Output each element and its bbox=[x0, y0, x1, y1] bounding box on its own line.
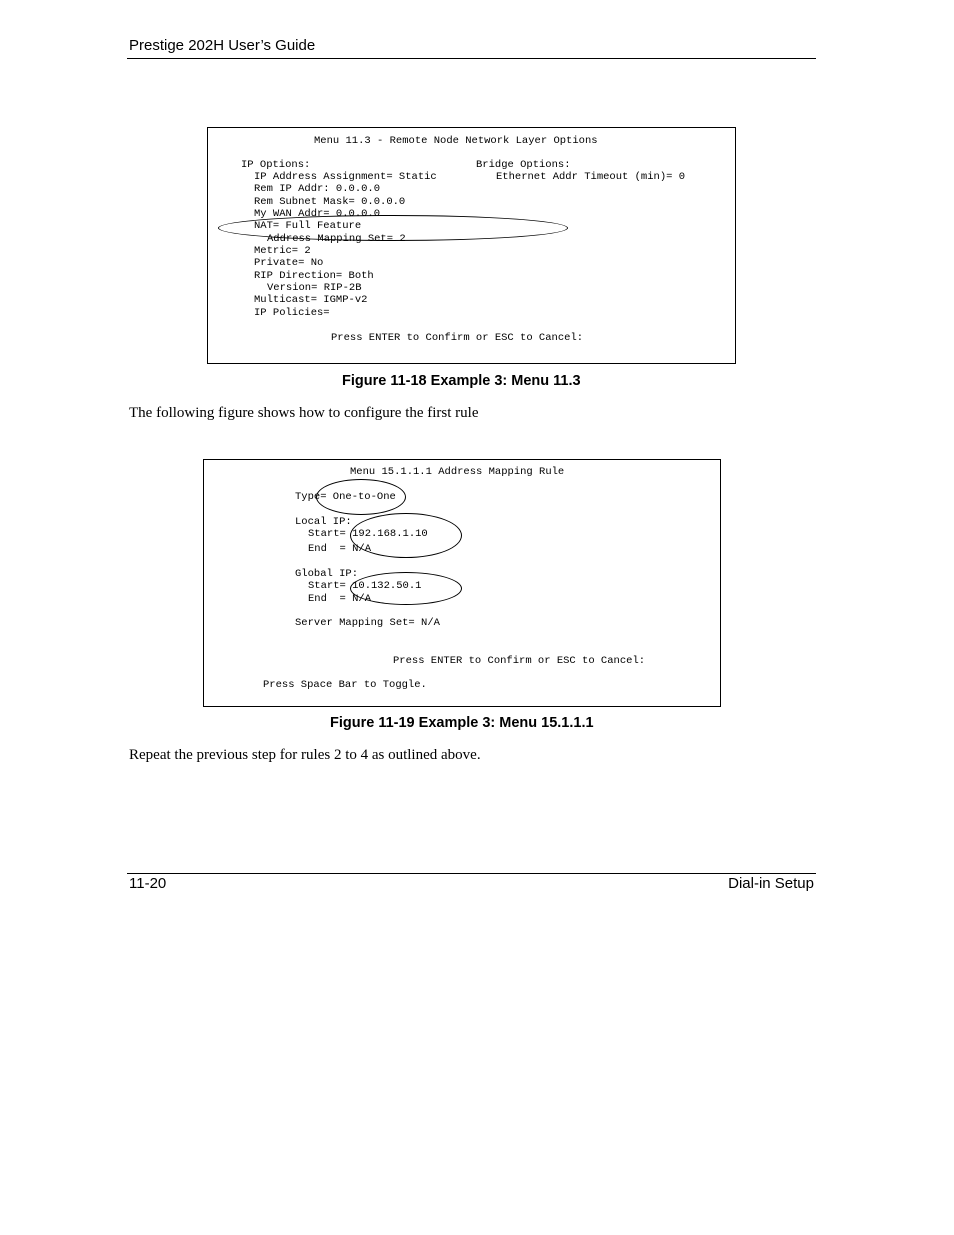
paragraph-first-rule: The following figure shows how to configure the first rule bbox=[129, 405, 479, 421]
type-highlight-oval bbox=[316, 479, 406, 515]
global-ip-highlight-oval bbox=[350, 572, 462, 605]
server-mapping-set: Server Mapping Set= N/A bbox=[295, 617, 440, 629]
confirm-prompt: Press ENTER to Confirm or ESC to Cancel: bbox=[331, 332, 584, 344]
ip-options-label: IP Options: bbox=[241, 159, 311, 171]
local-start-ip: Start= 192.168.1.10 bbox=[308, 528, 428, 540]
menu-15-1-1-1-screen bbox=[203, 459, 721, 707]
menu-title: Menu 11.3 - Remote Node Network Layer Options bbox=[314, 135, 598, 147]
local-end-ip: End = N/A bbox=[308, 543, 372, 555]
header-rule bbox=[127, 58, 816, 59]
global-ip-label: Global IP: bbox=[295, 568, 359, 580]
global-start-ip: Start= 10.132.50.1 bbox=[308, 580, 422, 592]
footer-rule bbox=[127, 873, 816, 874]
type-setting: Type= One-to-One bbox=[295, 491, 396, 503]
my-wan-addr: My WAN Addr= 0.0.0.0 bbox=[254, 208, 381, 220]
address-mapping-set: Address Mapping Set= 2 bbox=[267, 233, 406, 245]
menu-title: Menu 15.1.1.1 Address Mapping Rule bbox=[350, 466, 565, 478]
menu-11-3-screen bbox=[207, 127, 736, 364]
ip-address-assignment: IP Address Assignment= Static bbox=[254, 171, 437, 183]
toggle-hint: Press Space Bar to Toggle. bbox=[263, 679, 427, 691]
rip-version: Version= RIP-2B bbox=[267, 282, 362, 294]
metric: Metric= 2 bbox=[254, 245, 311, 257]
global-end-ip: End = N/A bbox=[308, 593, 372, 605]
private: Private= No bbox=[254, 257, 324, 269]
figure-11-18-caption: Figure 11-18 Example 3: Menu 11.3 bbox=[342, 373, 581, 389]
local-ip-label: Local IP: bbox=[295, 516, 352, 528]
bridge-options-label: Bridge Options: bbox=[476, 159, 571, 171]
local-ip-highlight-oval bbox=[350, 513, 462, 558]
nat-highlight-oval bbox=[218, 215, 568, 241]
section-name: Dial-in Setup bbox=[728, 875, 814, 892]
rem-ip-addr: Rem IP Addr: 0.0.0.0 bbox=[254, 183, 381, 195]
paragraph-repeat-rules: Repeat the previous step for rules 2 to 4 as outlined above. bbox=[129, 747, 481, 763]
multicast: Multicast= IGMP-v2 bbox=[254, 294, 368, 306]
nat-setting: NAT= Full Feature bbox=[254, 220, 362, 232]
ethernet-addr-timeout: Ethernet Addr Timeout (min)= 0 bbox=[496, 171, 686, 183]
header-title: Prestige 202H User’s Guide bbox=[129, 37, 316, 54]
rip-direction: RIP Direction= Both bbox=[254, 270, 374, 282]
ip-policies: IP Policies= bbox=[254, 307, 330, 319]
rem-subnet-mask: Rem Subnet Mask= 0.0.0.0 bbox=[254, 196, 406, 208]
figure-11-19-caption: Figure 11-19 Example 3: Menu 15.1.1.1 bbox=[330, 715, 594, 731]
confirm-prompt: Press ENTER to Confirm or ESC to Cancel: bbox=[393, 655, 646, 667]
page-number: 11-20 bbox=[129, 875, 167, 892]
